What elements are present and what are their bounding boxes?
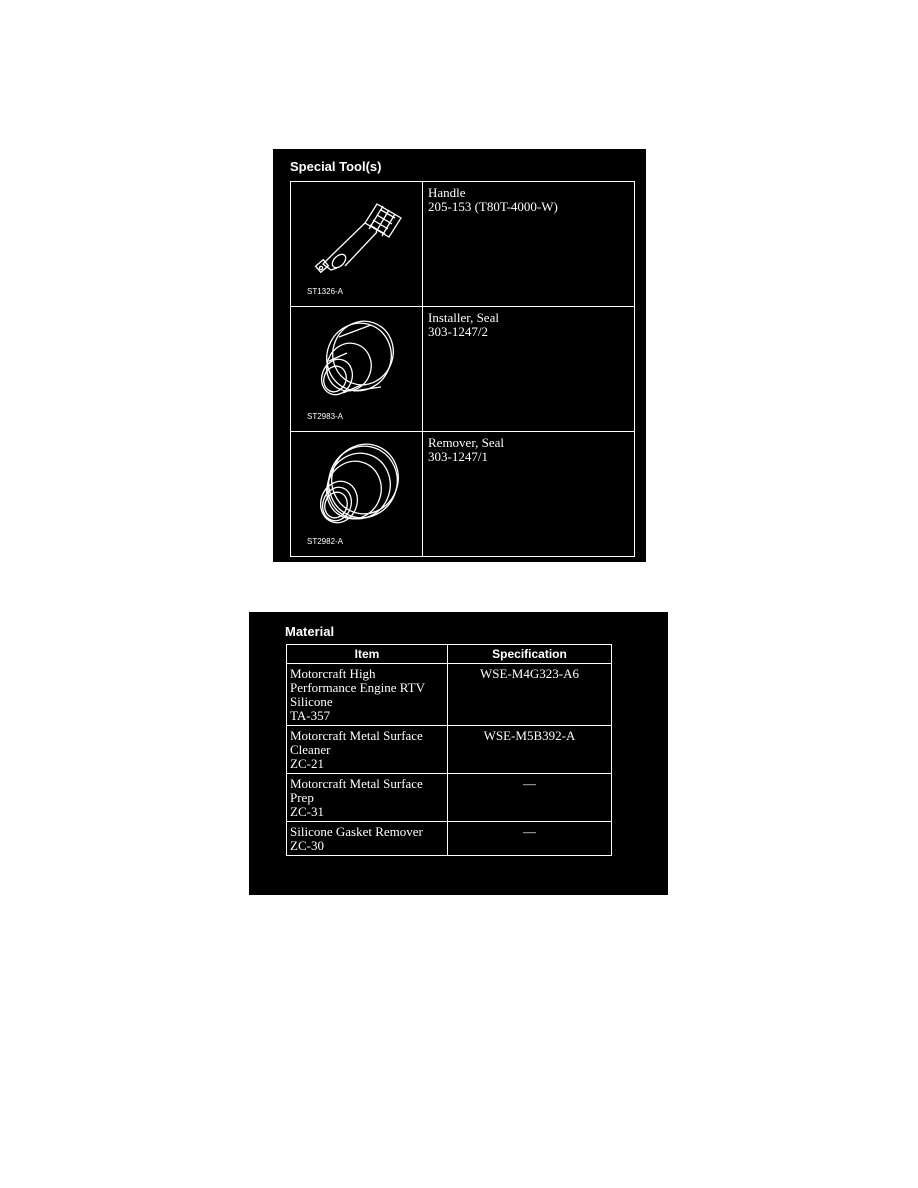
item-line: ZC-30 xyxy=(290,838,324,853)
tool-name: Handle xyxy=(428,185,466,200)
table-row xyxy=(287,726,612,774)
table-row xyxy=(287,664,612,726)
item-cell xyxy=(287,774,448,822)
tool-row xyxy=(291,182,634,307)
table-row xyxy=(287,774,612,822)
special-tools-panel xyxy=(273,149,646,562)
specification-cell: WSE-M4G323-A6 xyxy=(448,664,612,726)
tool-number: 205-153 (T80T-4000-W) xyxy=(428,199,558,214)
special-tools-heading: Special Tool(s) xyxy=(290,159,382,174)
tool-row xyxy=(291,432,634,556)
tool-code: ST1326-A xyxy=(307,287,344,296)
material-panel xyxy=(249,612,668,895)
tool-row xyxy=(291,307,634,432)
item-line: Cleaner xyxy=(290,742,331,757)
tool-description xyxy=(423,307,499,431)
special-tools-grid xyxy=(290,181,635,557)
tool-name: Installer, Seal xyxy=(428,310,499,325)
material-heading: Material xyxy=(285,624,335,639)
item-line: Prep xyxy=(290,790,314,805)
tool-code: ST2983-A xyxy=(307,412,344,421)
item-line: Silicone xyxy=(290,694,333,709)
tool-description xyxy=(423,182,558,306)
item-line: TA-357 xyxy=(290,708,331,723)
tool-image-cell xyxy=(291,432,423,556)
item-line: ZC-21 xyxy=(290,756,324,771)
tool-number: 303-1247/1 xyxy=(428,449,488,464)
item-cell xyxy=(287,822,448,856)
column-header-item: Item xyxy=(287,645,448,664)
item-cell xyxy=(287,726,448,774)
table-row xyxy=(287,822,612,856)
specification-cell: WSE-M5B392-A xyxy=(448,726,612,774)
column-header-specification: Specification xyxy=(448,645,612,664)
item-line: Silicone Gasket Remover xyxy=(290,824,423,839)
specification-cell: — xyxy=(448,822,612,856)
item-line: Motorcraft Metal Surface xyxy=(290,776,423,791)
item-line: Motorcraft High xyxy=(290,666,376,681)
tool-image-cell xyxy=(291,307,423,431)
tool-number: 303-1247/2 xyxy=(428,324,488,339)
material-table xyxy=(286,644,612,856)
tool-code: ST2982-A xyxy=(307,537,344,546)
specification-cell: — xyxy=(448,774,612,822)
table-header-row xyxy=(287,645,612,664)
tool-description xyxy=(423,432,504,556)
tool-name: Remover, Seal xyxy=(428,435,505,450)
item-line: ZC-31 xyxy=(290,804,324,819)
item-cell xyxy=(287,664,448,726)
item-line: Performance Engine RTV xyxy=(290,680,425,695)
tool-image-cell xyxy=(291,182,423,306)
item-line: Motorcraft Metal Surface xyxy=(290,728,423,743)
